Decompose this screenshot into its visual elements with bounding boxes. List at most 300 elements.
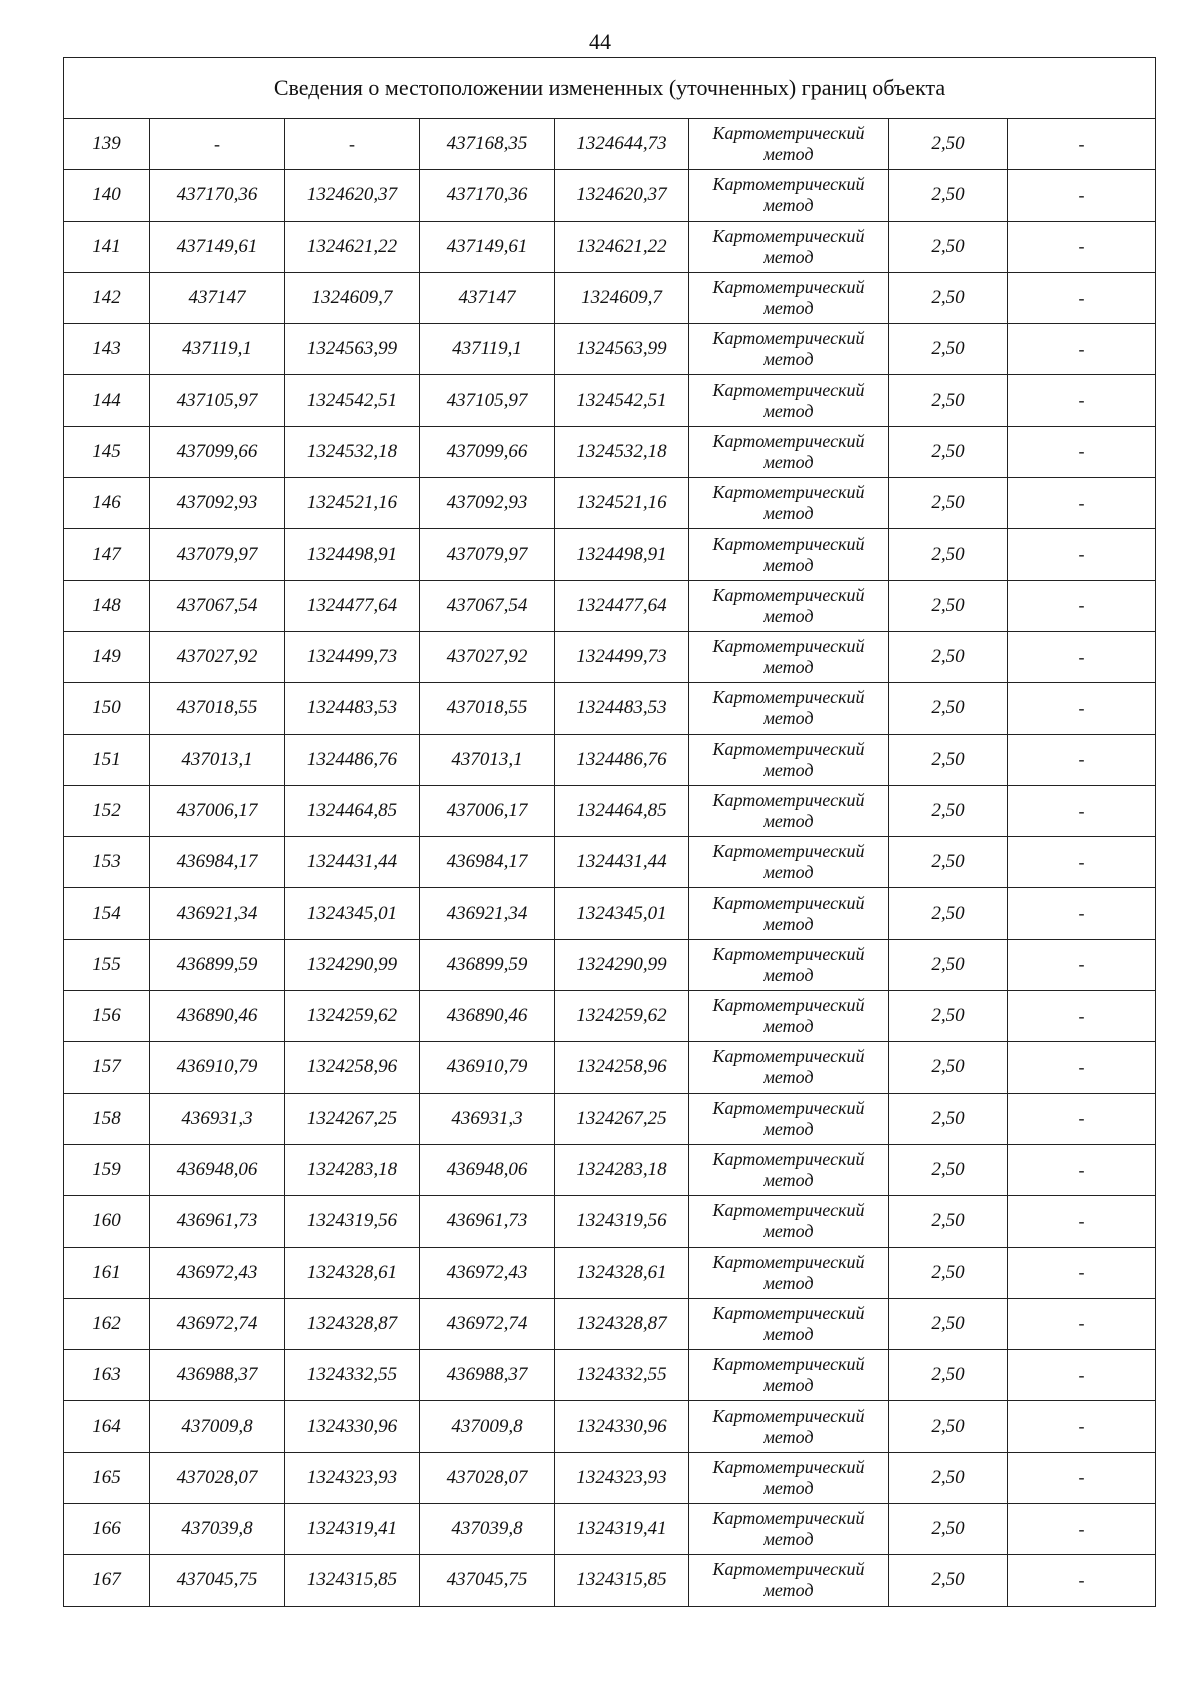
note-cell: - [1008, 375, 1156, 426]
method-line-1: Картометрический [712, 277, 865, 298]
point-number-cell: 158 [64, 1093, 150, 1144]
method-line-1: Картометрический [712, 738, 865, 759]
table-row [64, 170, 1156, 221]
existing-y-cell: 1324259,62 [285, 991, 420, 1042]
method-cell [689, 170, 889, 221]
method-line-1: Картометрический [712, 943, 865, 964]
method-line-1: Картометрический [712, 892, 865, 913]
existing-y-cell: 1324483,53 [285, 683, 420, 734]
method-cell [689, 324, 889, 375]
new-x-cell: 437027,92 [420, 631, 555, 682]
existing-y-cell: 1324328,61 [285, 1247, 420, 1298]
existing-y-cell: 1324330,96 [285, 1401, 420, 1452]
existing-y-cell: 1324532,18 [285, 426, 420, 477]
new-y-cell: 1324323,93 [555, 1452, 689, 1503]
note-cell: - [1008, 221, 1156, 272]
point-number-cell: 143 [64, 324, 150, 375]
point-number-cell: 165 [64, 1452, 150, 1503]
method-cell [689, 478, 889, 529]
note-cell: - [1008, 734, 1156, 785]
accuracy-cell: 2,50 [889, 785, 1008, 836]
table-row [64, 529, 1156, 580]
note-cell: - [1008, 837, 1156, 888]
existing-y-cell: 1324486,76 [285, 734, 420, 785]
new-x-cell: 436921,34 [420, 888, 555, 939]
existing-y-cell: 1324521,16 [285, 478, 420, 529]
table-row [64, 580, 1156, 631]
new-y-cell: 1324521,16 [555, 478, 689, 529]
table-row [64, 375, 1156, 426]
new-x-cell: 436890,46 [420, 991, 555, 1042]
table-row [64, 939, 1156, 990]
accuracy-cell: 2,50 [889, 1298, 1008, 1349]
new-y-cell: 1324431,44 [555, 837, 689, 888]
method-line-1: Картометрический [712, 1097, 865, 1118]
method-line-1: Картометрический [712, 533, 865, 554]
accuracy-cell: 2,50 [889, 888, 1008, 939]
table-row [64, 1504, 1156, 1555]
existing-x-cell: 436972,74 [150, 1298, 285, 1349]
table-title: Сведения о местоположении измененных (уточненных) границ объекта [64, 58, 1156, 119]
method-line-2: метод [763, 451, 814, 472]
table-row [64, 631, 1156, 682]
point-number-cell: 162 [64, 1298, 150, 1349]
method-cell [689, 1042, 889, 1093]
note-cell: - [1008, 1401, 1156, 1452]
method-line-1: Картометрический [712, 790, 865, 810]
method-line-1: Картометрический [712, 1200, 865, 1221]
accuracy-cell: 2,50 [889, 734, 1008, 785]
existing-x-cell: 437028,07 [150, 1452, 285, 1503]
method-line-1: Картометрический [712, 636, 865, 657]
method-cell [689, 1504, 889, 1555]
method-cell [689, 119, 889, 170]
note-cell: - [1008, 1555, 1156, 1606]
point-number-cell: 159 [64, 1144, 150, 1195]
method-line-2: метод [763, 195, 814, 216]
table-row [64, 478, 1156, 529]
new-y-cell: 1324542,51 [555, 375, 689, 426]
method-line-1: Картометрический [712, 379, 865, 400]
existing-x-cell: 437099,66 [150, 426, 285, 477]
method-line-1: Картометрический [712, 123, 865, 144]
existing-y-cell: 1324315,85 [285, 1555, 420, 1606]
new-y-cell: 1324315,85 [555, 1555, 689, 1606]
new-y-cell: 1324283,18 [555, 1144, 689, 1195]
method-cell [689, 1401, 889, 1452]
point-number-cell: 148 [64, 580, 150, 631]
existing-y-cell: 1324498,91 [285, 529, 420, 580]
method-cell [689, 1144, 889, 1195]
table-row [64, 1144, 1156, 1195]
new-x-cell: 436984,17 [420, 837, 555, 888]
method-cell [689, 1093, 889, 1144]
new-y-cell: 1324483,53 [555, 683, 689, 734]
new-y-cell: 1324328,61 [555, 1247, 689, 1298]
table-row [64, 1350, 1156, 1401]
method-line-2: метод [763, 1016, 814, 1037]
accuracy-cell: 2,50 [889, 170, 1008, 221]
accuracy-cell: 2,50 [889, 1504, 1008, 1555]
note-cell: - [1008, 119, 1156, 170]
existing-y-cell: 1324477,64 [285, 580, 420, 631]
new-x-cell: 437168,35 [420, 119, 555, 170]
new-x-cell: 437099,66 [420, 426, 555, 477]
new-y-cell: 1324477,64 [555, 580, 689, 631]
point-number-cell: 146 [64, 478, 150, 529]
existing-x-cell: 436961,73 [150, 1196, 285, 1247]
method-line-1: Картометрический [712, 1508, 865, 1529]
method-line-2: метод [763, 1375, 814, 1396]
new-x-cell: 436972,74 [420, 1298, 555, 1349]
method-line-2: метод [763, 964, 814, 985]
method-line-1: Картометрический [712, 482, 865, 503]
table-row [64, 119, 1156, 170]
accuracy-cell: 2,50 [889, 991, 1008, 1042]
existing-x-cell: 437027,92 [150, 631, 285, 682]
new-y-cell: 1324319,56 [555, 1196, 689, 1247]
new-y-cell: 1324259,62 [555, 991, 689, 1042]
existing-x-cell: 437006,17 [150, 785, 285, 836]
note-cell: - [1008, 170, 1156, 221]
note-cell: - [1008, 272, 1156, 323]
point-number-cell: 150 [64, 683, 150, 734]
method-cell [689, 785, 889, 836]
point-number-cell: 153 [64, 837, 150, 888]
point-number-cell: 152 [64, 785, 150, 836]
existing-x-cell: 437067,54 [150, 580, 285, 631]
accuracy-cell: 2,50 [889, 221, 1008, 272]
new-x-cell: 437013,1 [420, 734, 555, 785]
method-line-1: Картометрический [712, 1046, 865, 1067]
accuracy-cell: 2,50 [889, 939, 1008, 990]
note-cell: - [1008, 939, 1156, 990]
method-cell [689, 1247, 889, 1298]
new-y-cell: 1324330,96 [555, 1401, 689, 1452]
new-y-cell: 1324644,73 [555, 119, 689, 170]
method-cell [689, 1350, 889, 1401]
method-line-1: Картометрический [712, 687, 865, 708]
method-line-2: метод [763, 1272, 814, 1293]
existing-x-cell: 436948,06 [150, 1144, 285, 1195]
new-x-cell: 437045,75 [420, 1555, 555, 1606]
accuracy-cell: 2,50 [889, 1093, 1008, 1144]
existing-y-cell: - [285, 119, 420, 170]
method-line-2: метод [763, 1580, 814, 1601]
method-line-1: Картометрический [712, 995, 865, 1016]
method-cell [689, 888, 889, 939]
table-row [64, 991, 1156, 1042]
table-row [64, 1093, 1156, 1144]
accuracy-cell: 2,50 [889, 1350, 1008, 1401]
existing-y-cell: 1324290,99 [285, 939, 420, 990]
new-y-cell: 1324345,01 [555, 888, 689, 939]
accuracy-cell: 2,50 [889, 683, 1008, 734]
table-row [64, 1196, 1156, 1247]
new-y-cell: 1324498,91 [555, 529, 689, 580]
note-cell: - [1008, 324, 1156, 375]
method-line-1: Картометрический [712, 328, 865, 349]
accuracy-cell: 2,50 [889, 1401, 1008, 1452]
existing-x-cell: - [150, 119, 285, 170]
existing-y-cell: 1324332,55 [285, 1350, 420, 1401]
existing-y-cell: 1324620,37 [285, 170, 420, 221]
note-cell: - [1008, 991, 1156, 1042]
point-number-cell: 156 [64, 991, 150, 1042]
point-number-cell: 151 [64, 734, 150, 785]
method-line-1: Картометрический [712, 1559, 865, 1580]
table-row [64, 426, 1156, 477]
method-line-1: Картометрический [712, 1149, 865, 1170]
new-y-cell: 1324563,99 [555, 324, 689, 375]
existing-y-cell: 1324319,56 [285, 1196, 420, 1247]
existing-y-cell: 1324283,18 [285, 1144, 420, 1195]
existing-x-cell: 436984,17 [150, 837, 285, 888]
method-cell [689, 631, 889, 682]
table-body [64, 119, 1156, 1607]
method-line-2: метод [763, 862, 814, 883]
point-number-cell: 166 [64, 1504, 150, 1555]
method-line-1: Картометрический [712, 1302, 865, 1323]
existing-x-cell: 437013,1 [150, 734, 285, 785]
note-cell: - [1008, 1196, 1156, 1247]
accuracy-cell: 2,50 [889, 837, 1008, 888]
new-x-cell: 437119,1 [420, 324, 555, 375]
existing-y-cell: 1324328,87 [285, 1298, 420, 1349]
existing-y-cell: 1324542,51 [285, 375, 420, 426]
new-x-cell: 437067,54 [420, 580, 555, 631]
new-y-cell: 1324332,55 [555, 1350, 689, 1401]
accuracy-cell: 2,50 [889, 631, 1008, 682]
method-line-2: метод [763, 708, 814, 729]
new-x-cell: 437009,8 [420, 1401, 555, 1452]
method-cell [689, 580, 889, 631]
method-line-1: Картометрический [712, 1456, 865, 1477]
new-y-cell: 1324621,22 [555, 221, 689, 272]
method-line-2: метод [763, 298, 814, 319]
existing-y-cell: 1324258,96 [285, 1042, 420, 1093]
note-cell: - [1008, 1504, 1156, 1555]
method-line-2: метод [763, 1067, 814, 1088]
new-y-cell: 1324290,99 [555, 939, 689, 990]
new-x-cell: 437006,17 [420, 785, 555, 836]
existing-y-cell: 1324319,41 [285, 1504, 420, 1555]
existing-x-cell: 436890,46 [150, 991, 285, 1042]
point-number-cell: 147 [64, 529, 150, 580]
table-row [64, 1452, 1156, 1503]
table-row [64, 1298, 1156, 1349]
method-line-2: метод [763, 1323, 814, 1344]
method-line-2: метод [763, 1426, 814, 1447]
new-y-cell: 1324258,96 [555, 1042, 689, 1093]
new-y-cell: 1324328,87 [555, 1298, 689, 1349]
note-cell: - [1008, 888, 1156, 939]
table-row [64, 1555, 1156, 1606]
existing-y-cell: 1324621,22 [285, 221, 420, 272]
new-y-cell: 1324620,37 [555, 170, 689, 221]
page-number: 44 [589, 29, 611, 54]
method-line-1: Картометрический [712, 1354, 865, 1375]
new-x-cell: 437149,61 [420, 221, 555, 272]
method-line-2: метод [763, 144, 814, 165]
existing-x-cell: 437092,93 [150, 478, 285, 529]
existing-x-cell: 437105,97 [150, 375, 285, 426]
accuracy-cell: 2,50 [889, 1042, 1008, 1093]
existing-x-cell: 436921,34 [150, 888, 285, 939]
existing-x-cell: 436931,3 [150, 1093, 285, 1144]
point-number-cell: 154 [64, 888, 150, 939]
new-x-cell: 436910,79 [420, 1042, 555, 1093]
existing-x-cell: 437147 [150, 272, 285, 323]
method-line-2: метод [763, 605, 814, 626]
method-line-2: метод [763, 811, 814, 831]
table-row [64, 683, 1156, 734]
existing-x-cell: 437018,55 [150, 683, 285, 734]
existing-x-cell: 437149,61 [150, 221, 285, 272]
method-line-2: метод [763, 400, 814, 421]
method-line-2: метод [763, 759, 814, 780]
accuracy-cell: 2,50 [889, 529, 1008, 580]
accuracy-cell: 2,50 [889, 119, 1008, 170]
method-cell [689, 375, 889, 426]
existing-y-cell: 1324464,85 [285, 785, 420, 836]
point-number-cell: 167 [64, 1555, 150, 1606]
table-row [64, 1401, 1156, 1452]
new-y-cell: 1324319,41 [555, 1504, 689, 1555]
existing-x-cell: 436910,79 [150, 1042, 285, 1093]
new-x-cell: 437018,55 [420, 683, 555, 734]
table-row [64, 837, 1156, 888]
existing-x-cell: 437079,97 [150, 529, 285, 580]
existing-x-cell: 437170,36 [150, 170, 285, 221]
note-cell: - [1008, 1298, 1156, 1349]
method-cell [689, 683, 889, 734]
new-y-cell: 1324267,25 [555, 1093, 689, 1144]
existing-y-cell: 1324609,7 [285, 272, 420, 323]
method-cell [689, 734, 889, 785]
new-x-cell: 436988,37 [420, 1350, 555, 1401]
method-line-1: Картометрический [712, 225, 865, 246]
method-line-2: метод [763, 1221, 814, 1242]
note-cell: - [1008, 785, 1156, 836]
table-row [64, 888, 1156, 939]
point-number-cell: 145 [64, 426, 150, 477]
accuracy-cell: 2,50 [889, 272, 1008, 323]
new-x-cell: 436931,3 [420, 1093, 555, 1144]
note-cell: - [1008, 1247, 1156, 1298]
table-row [64, 272, 1156, 323]
note-cell: - [1008, 478, 1156, 529]
boundary-coordinates-table [63, 57, 1156, 1607]
accuracy-cell: 2,50 [889, 1555, 1008, 1606]
point-number-cell: 164 [64, 1401, 150, 1452]
accuracy-cell: 2,50 [889, 1144, 1008, 1195]
new-x-cell: 436899,59 [420, 939, 555, 990]
note-cell: - [1008, 1452, 1156, 1503]
new-x-cell: 437147 [420, 272, 555, 323]
existing-x-cell: 436972,43 [150, 1247, 285, 1298]
point-number-cell: 163 [64, 1350, 150, 1401]
new-x-cell: 437039,8 [420, 1504, 555, 1555]
accuracy-cell: 2,50 [889, 1247, 1008, 1298]
note-cell: - [1008, 529, 1156, 580]
accuracy-cell: 2,50 [889, 580, 1008, 631]
point-number-cell: 144 [64, 375, 150, 426]
method-cell [689, 991, 889, 1042]
accuracy-cell: 2,50 [889, 375, 1008, 426]
point-number-cell: 140 [64, 170, 150, 221]
method-cell [689, 1196, 889, 1247]
method-line-2: метод [763, 1477, 814, 1498]
method-cell [689, 1298, 889, 1349]
new-y-cell: 1324609,7 [555, 272, 689, 323]
new-x-cell: 437092,93 [420, 478, 555, 529]
method-line-1: Картометрический [712, 430, 865, 451]
note-cell: - [1008, 1350, 1156, 1401]
method-cell [689, 1555, 889, 1606]
method-line-2: метод [763, 554, 814, 575]
existing-x-cell: 436899,59 [150, 939, 285, 990]
point-number-cell: 142 [64, 272, 150, 323]
new-x-cell: 437028,07 [420, 1452, 555, 1503]
method-cell [689, 837, 889, 888]
table-row [64, 221, 1156, 272]
point-number-cell: 155 [64, 939, 150, 990]
point-number-cell: 149 [64, 631, 150, 682]
new-x-cell: 437170,36 [420, 170, 555, 221]
note-cell: - [1008, 1042, 1156, 1093]
note-cell: - [1008, 1093, 1156, 1144]
table-row [64, 734, 1156, 785]
method-cell [689, 272, 889, 323]
accuracy-cell: 2,50 [889, 324, 1008, 375]
table-row [64, 324, 1156, 375]
method-line-2: метод [763, 913, 814, 934]
note-cell: - [1008, 1144, 1156, 1195]
method-line-1: Картометрический [712, 1251, 865, 1272]
point-number-cell: 139 [64, 119, 150, 170]
method-line-2: метод [763, 1170, 814, 1191]
point-number-cell: 141 [64, 221, 150, 272]
existing-x-cell: 437039,8 [150, 1504, 285, 1555]
method-line-2: метод [763, 1118, 814, 1139]
new-x-cell: 436961,73 [420, 1196, 555, 1247]
method-line-2: метод [763, 349, 814, 370]
note-cell: - [1008, 580, 1156, 631]
new-y-cell: 1324464,85 [555, 785, 689, 836]
existing-y-cell: 1324267,25 [285, 1093, 420, 1144]
new-y-cell: 1324486,76 [555, 734, 689, 785]
accuracy-cell: 2,50 [889, 1452, 1008, 1503]
method-cell [689, 221, 889, 272]
point-number-cell: 160 [64, 1196, 150, 1247]
table-row [64, 1042, 1156, 1093]
method-line-1: Картометрический [712, 584, 865, 605]
method-cell [689, 529, 889, 580]
table-row [64, 1247, 1156, 1298]
method-line-1: Картометрический [712, 1405, 865, 1426]
accuracy-cell: 2,50 [889, 426, 1008, 477]
method-line-2: метод [763, 503, 814, 524]
existing-y-cell: 1324563,99 [285, 324, 420, 375]
point-number-cell: 161 [64, 1247, 150, 1298]
new-x-cell: 437105,97 [420, 375, 555, 426]
accuracy-cell: 2,50 [889, 1196, 1008, 1247]
note-cell: - [1008, 631, 1156, 682]
table-row [64, 785, 1156, 836]
note-cell: - [1008, 426, 1156, 477]
method-line-1: Картометрический [712, 841, 865, 862]
